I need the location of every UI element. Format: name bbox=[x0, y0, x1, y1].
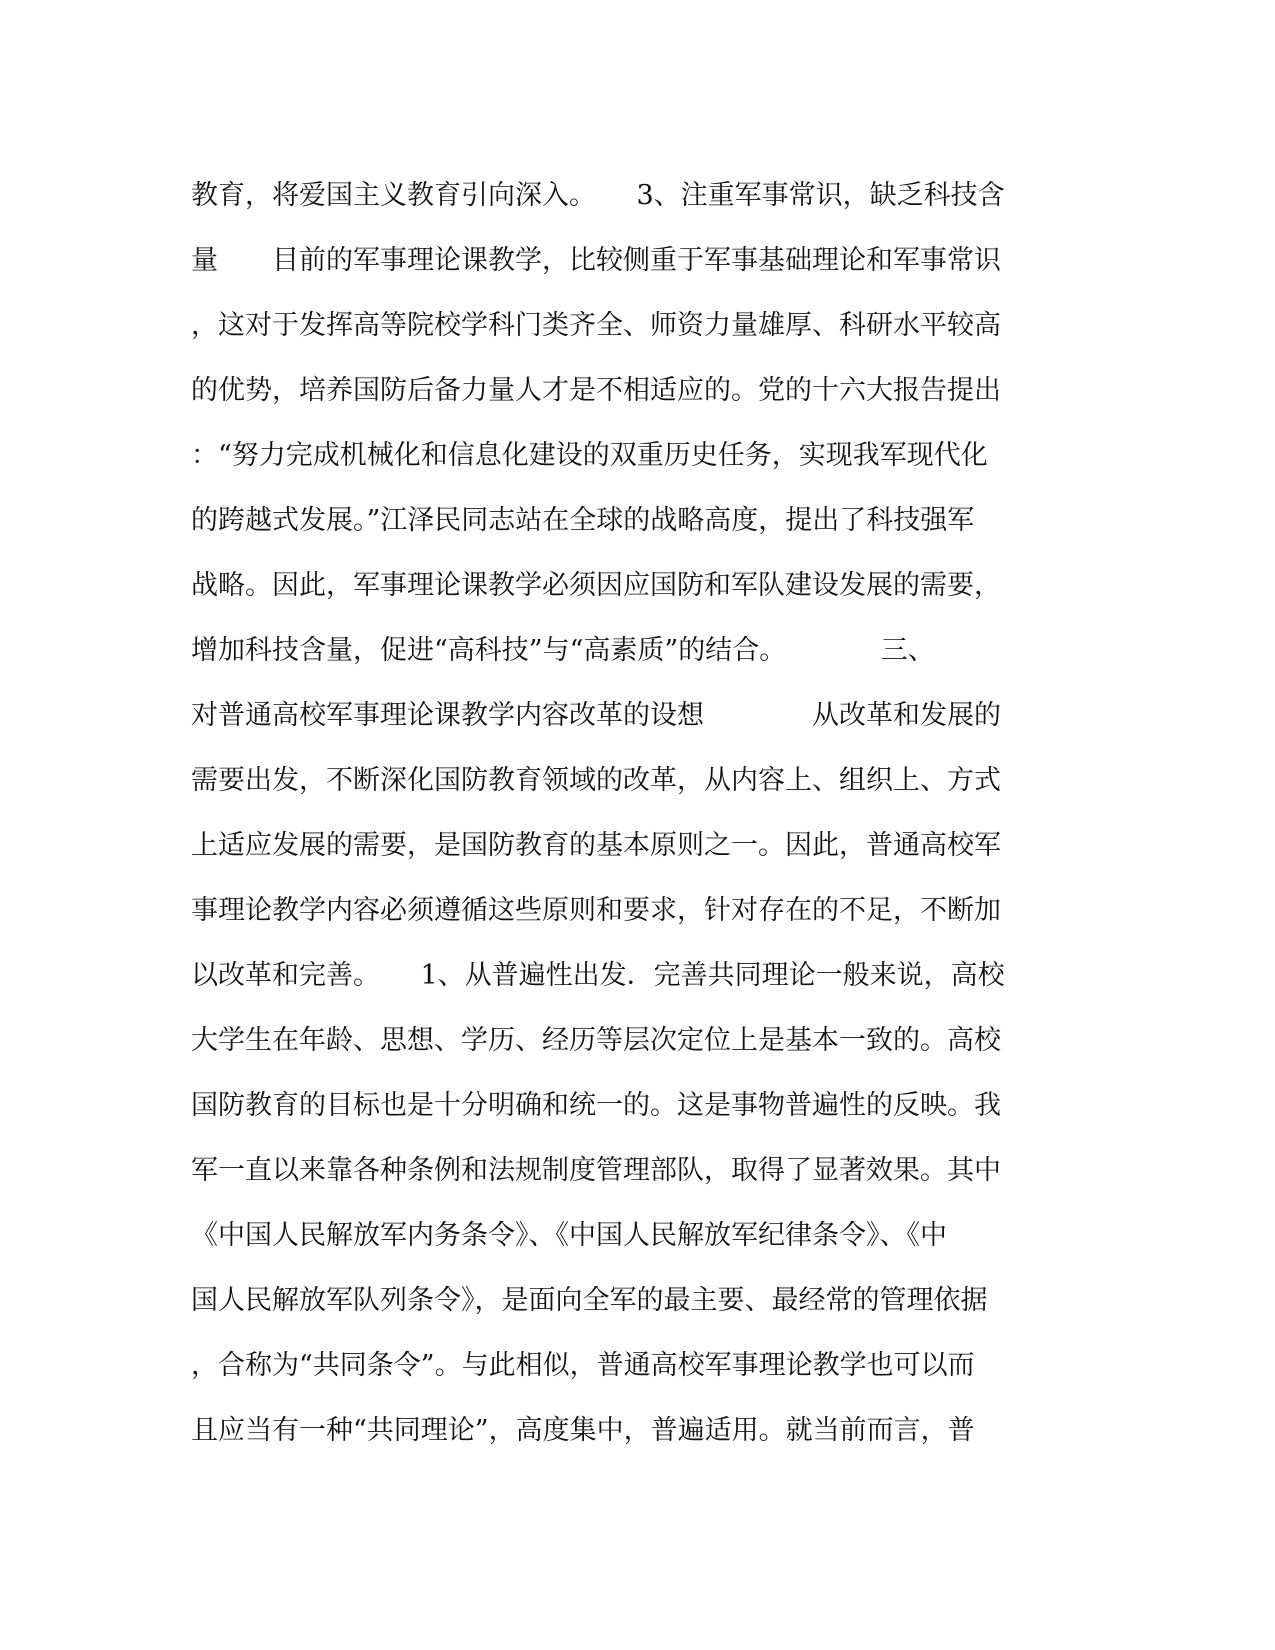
text-line: 量 目前的军事理论课教学，比较侧重于军事基础理论和军事常识 bbox=[191, 245, 1001, 276]
text-line: 的优势，培养国防后备力量人才是不相适应的。党的十六大报告提出 bbox=[191, 375, 1001, 406]
text-line: 的跨越式发展。”江泽民同志站在全球的战略高度，提出了科技强军 bbox=[191, 505, 975, 536]
text-line: 上适应发展的需要，是国防教育的基本原则之一。因此，普通高校军 bbox=[191, 830, 1001, 861]
text-line: 国人民解放军队列条令》，是面向全军的最主要、最经常的管理依据 bbox=[191, 1285, 988, 1316]
text-line: ，合称为“共同条令”。与此相似，普通高校军事理论教学也可以而 bbox=[191, 1350, 975, 1381]
text-line: 需要出发，不断深化国防教育领域的改革，从内容上、组织上、方式 bbox=[191, 765, 1001, 796]
text-line: ：“努力完成机械化和信息化建设的双重历史任务，实现我军现代化 bbox=[191, 440, 988, 471]
text-line: 战略。因此，军事理论课教学必须因应国防和军队建设发展的需要， bbox=[191, 570, 1001, 601]
text-line: 且应当有一种“共同理论”，高度集中，普遍适用。就当前而言，普 bbox=[191, 1415, 975, 1446]
text-line: 教育，将爱国主义教育引向深入。 3、注重军事常识，缺乏科技含 bbox=[191, 180, 1005, 211]
text-line: 国防教育的目标也是十分明确和统一的。这是事物普遍性的反映。我 bbox=[191, 1090, 1001, 1121]
text-line: ，这对于发挥高等院校学科门类齐全、师资力量雄厚、科研水平较高 bbox=[191, 310, 1001, 341]
text-line: 事理论教学内容必须遵循这些原则和要求，针对存在的不足，不断加 bbox=[191, 895, 1001, 926]
text-line: 《中国人民解放军内务条令》、《中国人民解放军纪律条令》、《中 bbox=[191, 1220, 947, 1251]
text-line: 以改革和完善。 1、从普遍性出发．完善共同理论一般来说，高校 bbox=[191, 960, 1005, 991]
text-line: 大学生在年龄、思想、学历、经历等层次定位上是基本一致的。高校 bbox=[191, 1025, 1001, 1056]
text-line: 增加科技含量，促进“高科技”与“高素质”的结合。 三、 bbox=[191, 635, 935, 666]
text-line: 军一直以来靠各种条例和法规制度管理部队，取得了显著效果。其中 bbox=[191, 1155, 1001, 1186]
text-line: 对普通高校军事理论课教学内容改革的设想 从改革和发展的 bbox=[191, 700, 1001, 731]
body-text bbox=[191, 163, 1081, 1463]
